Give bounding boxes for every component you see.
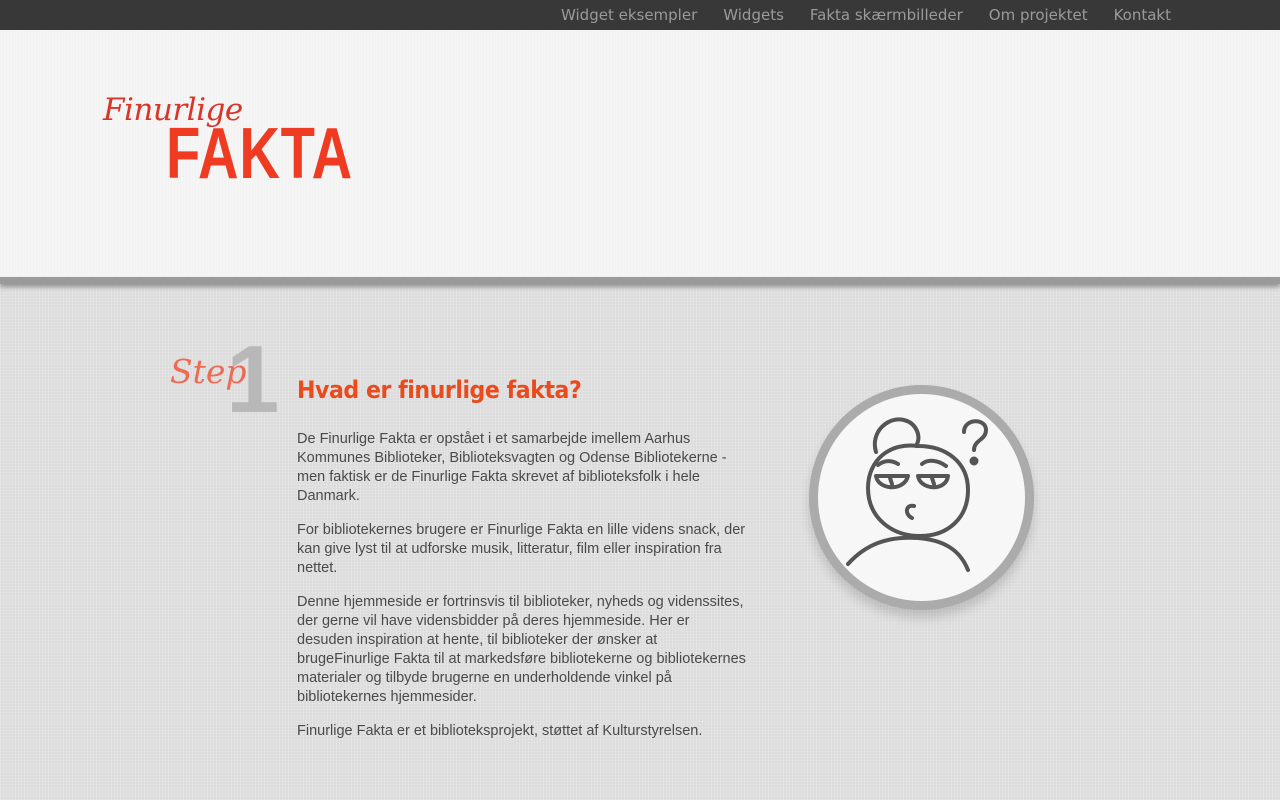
top-navigation (548, 0, 1184, 30)
top-bar (0, 0, 1280, 30)
page-title: Hvad er finurlige fakta? (297, 376, 582, 404)
paragraph-1: De Finurlige Fakta er opstået i et samarbejde imellem Aarhus Kommunes Biblioteker, Biblioteksvagten og Odense Bibliotekerne - men faktisk er de Finurlige Fakta skrevet af biblioteksfolk i hele Danmark. (297, 431, 727, 504)
step-indicator (168, 326, 280, 433)
nav-widget-eksempler[interactable]: Widget eksempler (561, 6, 698, 24)
paragraph-3: Denne hjemmeside er fortrinsvis til biblioteker, nyheds og videnssites, der gerne vil have vidensbidder på deres hjemmeside. Her er desuden inspiration at hente, til biblioteker der ønsker at brugeFinurlige Fakta til at markedsføre bibliotekerne og bibliotekernes materialer og tilbyde brugerne en underholdende vinkel på bibliotekernes hjemmesider. (297, 594, 746, 705)
nav-kontakt[interactable]: Kontakt (1113, 6, 1171, 24)
thinking-face-icon (818, 394, 1025, 601)
nav-om-projektet[interactable]: Om projektet (988, 6, 1088, 24)
step-word: Step (170, 352, 247, 391)
nav-fakta-skaermbilleder[interactable]: Fakta skærmbilleder (809, 6, 963, 24)
paragraph-4: Finurlige Fakta er et biblioteksprojekt, støttet af Kulturstyrelsen. (297, 723, 703, 739)
main-content (297, 376, 749, 756)
site-logo[interactable] (100, 92, 360, 192)
nav-widgets[interactable]: Widgets (723, 6, 784, 24)
paragraph-2: For bibliotekernes brugere er Finurlige Fakta en lille videns snack, der kan give lyst til at udforske musik, litteratur, film eller inspiration fra nettet. (297, 522, 746, 576)
header-divider (0, 277, 1280, 284)
logo-main-text: FAKTA (166, 114, 353, 194)
logo-script-text: Finurlige (103, 92, 243, 128)
step-number: 1 (226, 326, 280, 433)
illustration-inner (818, 394, 1025, 601)
illustration-frame (809, 385, 1034, 610)
